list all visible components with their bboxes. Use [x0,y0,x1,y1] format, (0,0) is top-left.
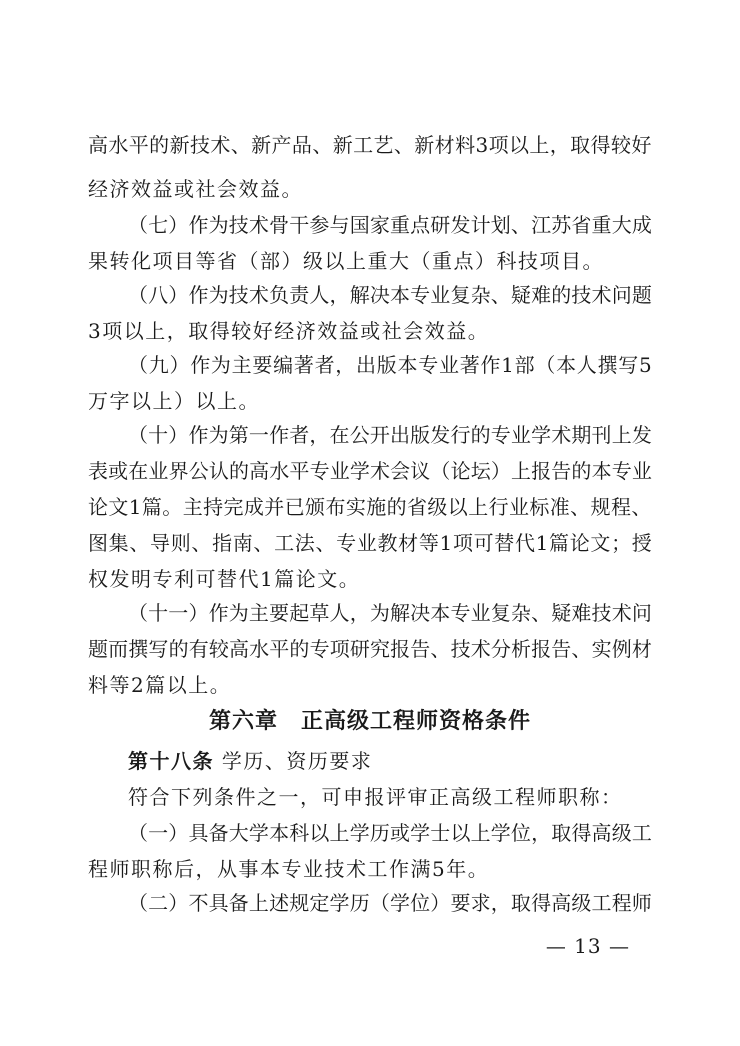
text-line: （七）作为技术骨干参与国家重点研发计划、江苏省重大成 [128,213,652,237]
article-heading [128,748,372,774]
text-line: 题而撰写的有较高水平的专项研究报告、技术分析报告、实例材 [88,637,652,661]
article-title: 学历、资历要求 [221,749,373,773]
text-line: 图集、导则、指南、工法、专业教材等1项可替代1篇论文；授 [88,531,653,555]
text-line: （九）作为主要编著者，出版本专业著作1部（本人撰写5 [128,353,653,377]
text-line: （十一）作为主要起草人，为解决本专业复杂、疑难技术问 [128,601,652,625]
text-line: 表或在业界公认的高水平专业学术会议（论坛）上报告的本专业 [88,459,652,483]
text-line: 3项以上，取得较好经济效益或社会效益。 [88,319,490,343]
text-line: 万字以上）以上。 [88,389,260,413]
text-line: （八）作为技术负责人，解决本专业复杂、疑难的技术问题 [128,283,652,307]
text-line: 符合下列条件之一，可申报评审正高级工程师职称： [128,785,623,809]
page-number: — 13 — [545,934,630,958]
text-line: 权发明专利可替代1篇论文。 [88,567,361,591]
text-line: （二）不具备上述规定学历（学位）要求，取得高级工程师 [128,891,652,915]
text-line: 果转化项目等省（部）级以上重大（重点）科技项目。 [88,249,604,273]
text-line: （一）具备大学本科以上学历或学士以上学位，取得高级工 [128,821,652,845]
text-line: 高水平的新技术、新产品、新工艺、新材料3项以上，取得较好 [88,133,652,157]
chapter-heading: 第六章 正高级工程师资格条件 [208,708,531,734]
text-line: 经济效益或社会效益。 [88,177,303,201]
text-line: 论文1篇。主持完成并已颁布实施的省级以上行业标准、规程、 [88,495,652,519]
text-line: 程师职称后，从事本专业技术工作满5年。 [88,857,490,881]
text-line: 料等2篇以上。 [88,673,232,697]
article-label: 第十八条 [128,749,214,773]
text-line: （十）作为第一作者，在公开出版发行的专业学术期刊上发 [128,423,652,447]
